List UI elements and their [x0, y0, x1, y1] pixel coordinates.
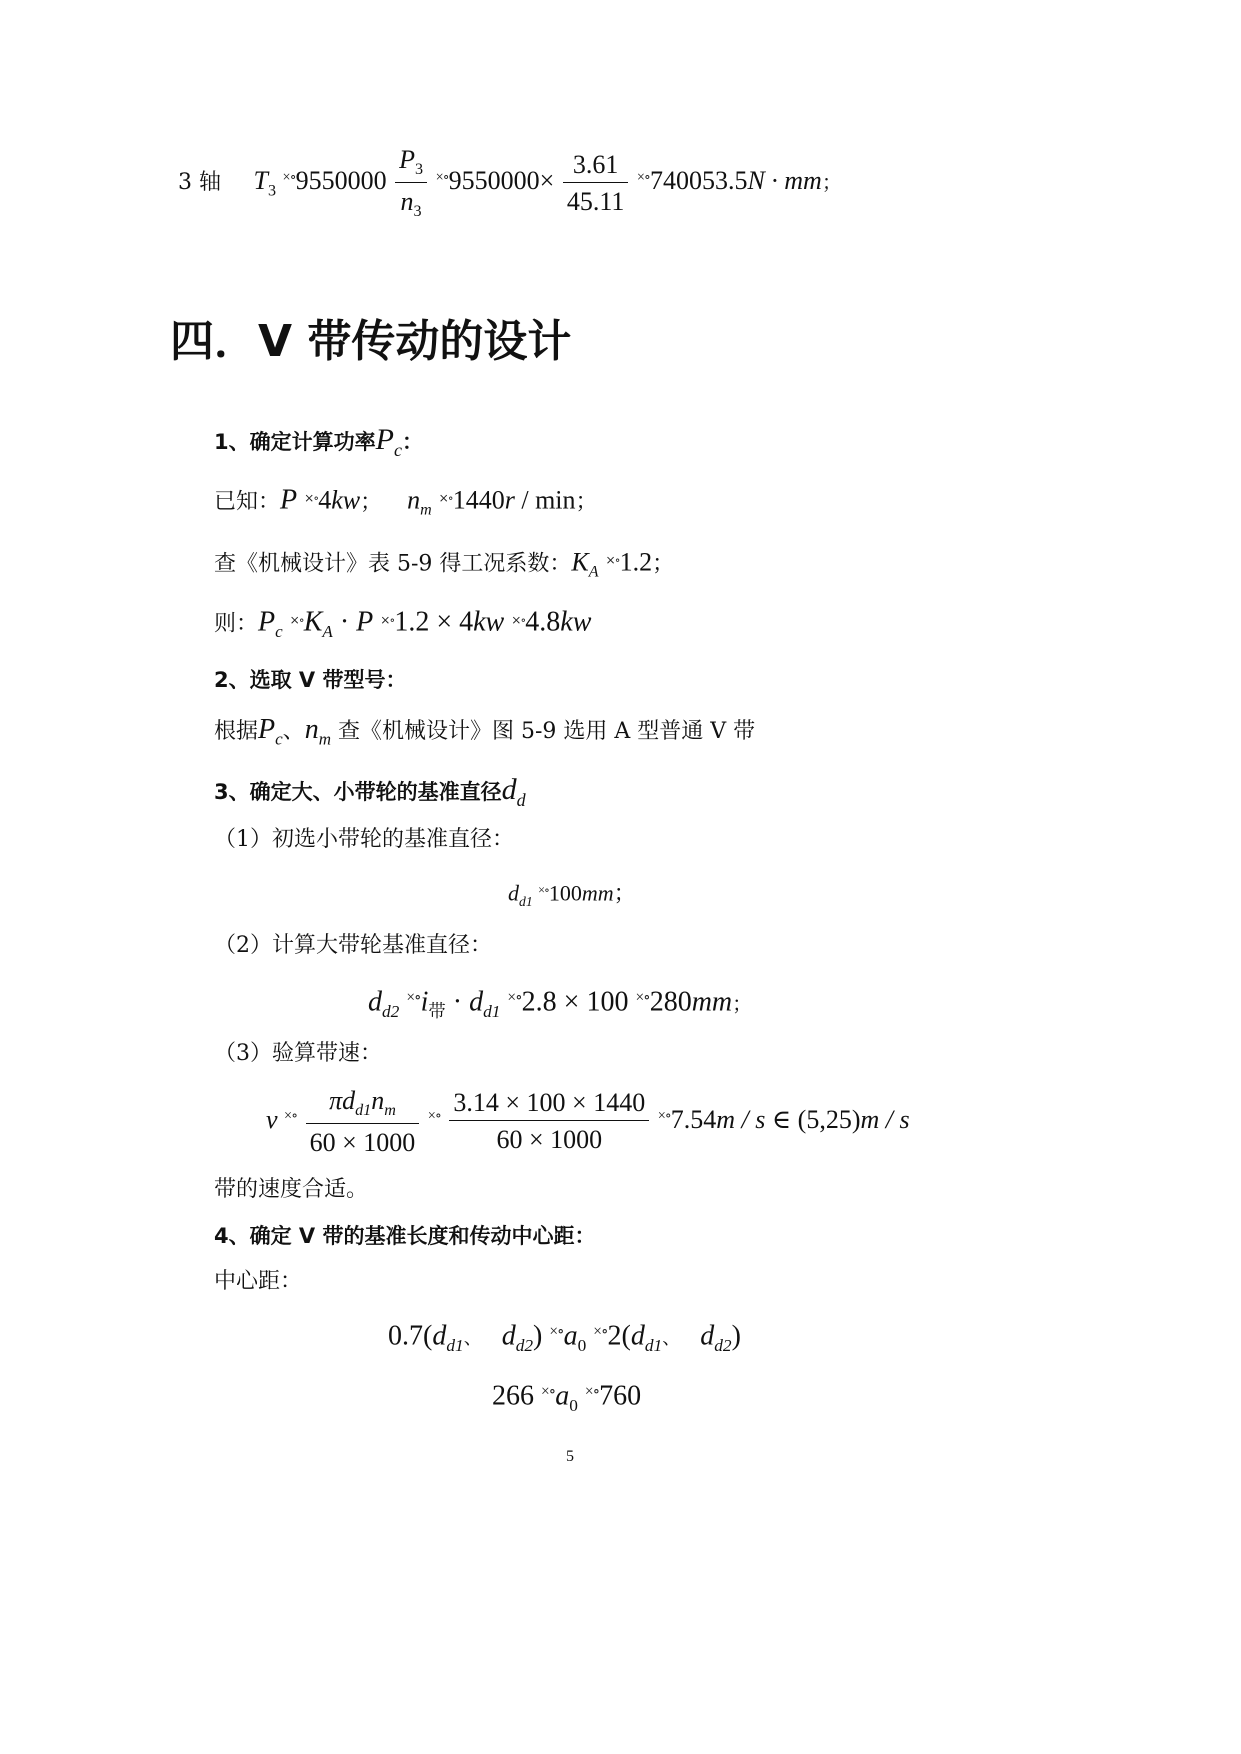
equals-glyph: ×∘ — [380, 613, 395, 627]
center-inequality-2 — [492, 1370, 641, 1428]
frac-den-sub: 3 — [413, 202, 422, 220]
line-end: ； — [652, 551, 675, 577]
dd2-unit: mm — [691, 986, 733, 1018]
d1-subscript: d1 — [519, 893, 533, 909]
velocity-fraction-symbolic — [306, 1086, 420, 1158]
a-subscript: 0 — [577, 1336, 587, 1356]
d-symbol: d — [700, 1320, 715, 1352]
velocity-ok-text: 带的速度合适。 — [214, 1177, 369, 1202]
coef-2: 2( — [607, 1320, 631, 1352]
velocity-unit: m / s — [716, 1104, 766, 1134]
d-symbol: d — [501, 1320, 516, 1352]
frac2-numerator: 3.61 — [563, 150, 629, 183]
dd2-equation — [368, 976, 752, 1034]
velocity-numerator: 3.14 × 100 × 1440 — [449, 1088, 649, 1121]
k-value: 1.2 — [619, 547, 653, 577]
frac-num-sub: 3 — [415, 161, 424, 179]
n-unit-rest: / min — [514, 485, 576, 515]
a-symbol: a — [555, 1380, 570, 1412]
upper-bound: 760 — [599, 1380, 642, 1412]
dd1-value: 100 — [548, 880, 582, 906]
velocity-denominator: 60 × 1000 — [496, 1125, 603, 1155]
element-of: ∈ — [771, 1104, 792, 1134]
torque-unit: N · mm — [747, 166, 822, 196]
pc-subscript: c — [275, 622, 283, 642]
t-symbol: T — [253, 166, 268, 196]
center-inequality-1 — [388, 1310, 741, 1368]
equals-glyph: ×∘ — [657, 1107, 671, 1124]
equals-glyph: ×∘ — [538, 883, 549, 897]
a-subscript: 0 — [569, 1396, 578, 1416]
n-symbol: n — [407, 485, 421, 515]
step3-p3: （3）验算带速： — [214, 1041, 382, 1066]
velocity-fraction-numeric — [449, 1088, 649, 1155]
known-label: 已知： — [214, 489, 281, 515]
then-label: 则： — [214, 611, 259, 637]
d-symbol: d — [368, 986, 382, 1018]
lookup-line — [214, 540, 674, 593]
step3-heading — [214, 770, 526, 820]
dd1-equation — [508, 870, 636, 922]
leq-glyph: ×∘ — [541, 1383, 556, 1400]
dd2-expression: 2.8 × 100 — [521, 986, 629, 1018]
line-end: ； — [821, 170, 842, 195]
comma: 、 — [463, 1328, 482, 1350]
range-unit: m / s — [860, 1104, 910, 1134]
velocity-denominator: 60 × 1000 — [309, 1127, 416, 1157]
enum-comma: 、 — [282, 719, 305, 744]
leq-glyph: ×∘ — [584, 1383, 600, 1400]
p-symbol: P — [356, 606, 374, 638]
frac2-denominator: 45.11 — [566, 186, 625, 216]
velocity-equation — [266, 1086, 910, 1158]
equals-glyph: ×∘ — [435, 169, 449, 186]
n-unit-r: r — [504, 485, 515, 515]
equals-glyph: ×∘ — [507, 989, 522, 1006]
known-line — [214, 478, 598, 531]
dd1-unit: mm — [581, 880, 614, 906]
dd-subscript: d — [516, 789, 526, 810]
lookup-text: 查《机械设计》表 5-9 得工况系数： — [214, 551, 572, 577]
dot-op: · — [332, 606, 357, 638]
d-symbol: d — [432, 1320, 447, 1352]
step4-heading: 4、确定 V 带的基准长度和传动中心距： — [214, 1224, 596, 1248]
step3-heading-text: 3、确定大、小带轮的基准直径 — [214, 780, 502, 804]
k-subscript: A — [588, 563, 599, 581]
pc-expression: 1.2 × 4 — [394, 606, 474, 638]
pc-subscript: c — [393, 439, 402, 460]
axis-label: 3 轴 — [178, 170, 221, 196]
frac-den-n: n — [400, 186, 414, 216]
d1-subscript: d1 — [355, 1102, 372, 1120]
torque-result: 740053.5 — [649, 166, 748, 196]
ka-subscript: A — [322, 622, 333, 642]
expr-unit: kw — [473, 606, 505, 638]
leq-glyph: ×∘ — [593, 1323, 608, 1340]
velocity-range: (5,25) — [797, 1104, 861, 1134]
n-subscript: m — [384, 1102, 396, 1120]
pc-symbol: P — [258, 606, 276, 638]
step1-heading-text: 1、确定计算功率 — [214, 430, 376, 454]
section-title: 四．V 带传动的设计 — [170, 316, 572, 367]
p-value: 4 — [318, 485, 332, 515]
pc-calc-line — [214, 600, 591, 652]
n-value: 1440 — [452, 485, 505, 515]
d1-subscript: d1 — [483, 1002, 501, 1022]
d-symbol: d — [630, 1320, 645, 1352]
constant-2: 9550000 — [448, 166, 540, 196]
a-symbol: a — [563, 1320, 578, 1352]
equals-glyph: ×∘ — [635, 989, 650, 1006]
n-symbol: n — [304, 714, 319, 745]
n-symbol: n — [371, 1086, 385, 1115]
fraction-power-speed — [563, 150, 629, 217]
times-sign: × — [539, 166, 555, 196]
frac-num-p: P — [399, 145, 415, 174]
colon: ： — [401, 430, 423, 454]
page-number: 5 — [566, 1448, 574, 1465]
pc-symbol: P — [258, 714, 276, 745]
d1-subscript: d1 — [644, 1336, 663, 1356]
i-subscript: 带 — [428, 1002, 446, 1023]
close-paren: ) — [533, 1320, 543, 1352]
d-symbol: d — [469, 986, 484, 1018]
t-subscript: 3 — [267, 182, 277, 200]
constant-1: 9550000 — [295, 166, 387, 196]
separator: ； — [360, 489, 383, 515]
equals-glyph: ×∘ — [282, 169, 296, 186]
k-symbol: K — [571, 547, 589, 577]
line-end: ； — [613, 881, 636, 907]
equals-glyph: ×∘ — [406, 989, 421, 1006]
close-paren: ) — [731, 1320, 741, 1352]
line-end: ； — [575, 489, 598, 515]
n-subscript: m — [318, 729, 331, 749]
pc-symbol: P — [375, 423, 394, 456]
dot-op: · — [445, 986, 470, 1018]
lower-bound: 266 — [492, 1380, 534, 1412]
v-symbol: v — [266, 1104, 278, 1134]
step2-heading: 2、选取 V 带型号： — [214, 668, 407, 692]
dd-symbol: d — [501, 773, 517, 806]
step1-heading — [214, 420, 423, 470]
equals-glyph: ×∘ — [438, 491, 453, 505]
t3-equation — [178, 145, 842, 221]
comma: 、 — [662, 1328, 681, 1350]
coef-0-7: 0.7( — [388, 1320, 433, 1352]
equals-glyph: ×∘ — [289, 613, 304, 627]
center-distance-label: 中心距： — [214, 1269, 303, 1294]
p-unit: kw — [331, 485, 361, 515]
equals-glyph: ×∘ — [284, 1107, 298, 1124]
pc-result-unit: kw — [560, 606, 592, 638]
velocity-result: 7.54 — [670, 1104, 717, 1134]
i-symbol: i — [420, 986, 429, 1018]
line-end: ； — [732, 991, 753, 1016]
text-according: 根据 — [214, 719, 259, 744]
pc-subscript: c — [275, 729, 283, 749]
step3-p1: （1）初选小带轮的基准直径： — [214, 827, 514, 852]
pi-d: πd — [329, 1086, 356, 1115]
d1-subscript: d1 — [446, 1336, 464, 1356]
equals-glyph: ×∘ — [304, 491, 319, 505]
equals-glyph: ×∘ — [605, 553, 620, 567]
ka-symbol: K — [303, 606, 323, 638]
d2-subscript: d2 — [515, 1336, 534, 1356]
d2-subscript: d2 — [714, 1336, 732, 1356]
n-subscript: m — [420, 501, 432, 519]
equals-glyph: ×∘ — [636, 169, 650, 186]
step2-text — [214, 710, 755, 759]
equals-glyph: ×∘ — [511, 613, 526, 627]
leq-glyph: ×∘ — [549, 1323, 564, 1340]
p-symbol: P — [280, 484, 298, 516]
step3-p2: （2）计算大带轮基准直径： — [214, 933, 492, 958]
selection-text: 查《机械设计》图 5-9 选用 A 型普通 V 带 — [337, 719, 756, 744]
pc-result: 4.8 — [525, 606, 561, 638]
fraction-p3-n3 — [395, 145, 427, 221]
d2-subscript: d2 — [382, 1002, 400, 1022]
d-symbol: d — [508, 880, 519, 906]
equals-glyph: ×∘ — [427, 1107, 441, 1124]
dd2-result: 280 — [649, 986, 692, 1018]
